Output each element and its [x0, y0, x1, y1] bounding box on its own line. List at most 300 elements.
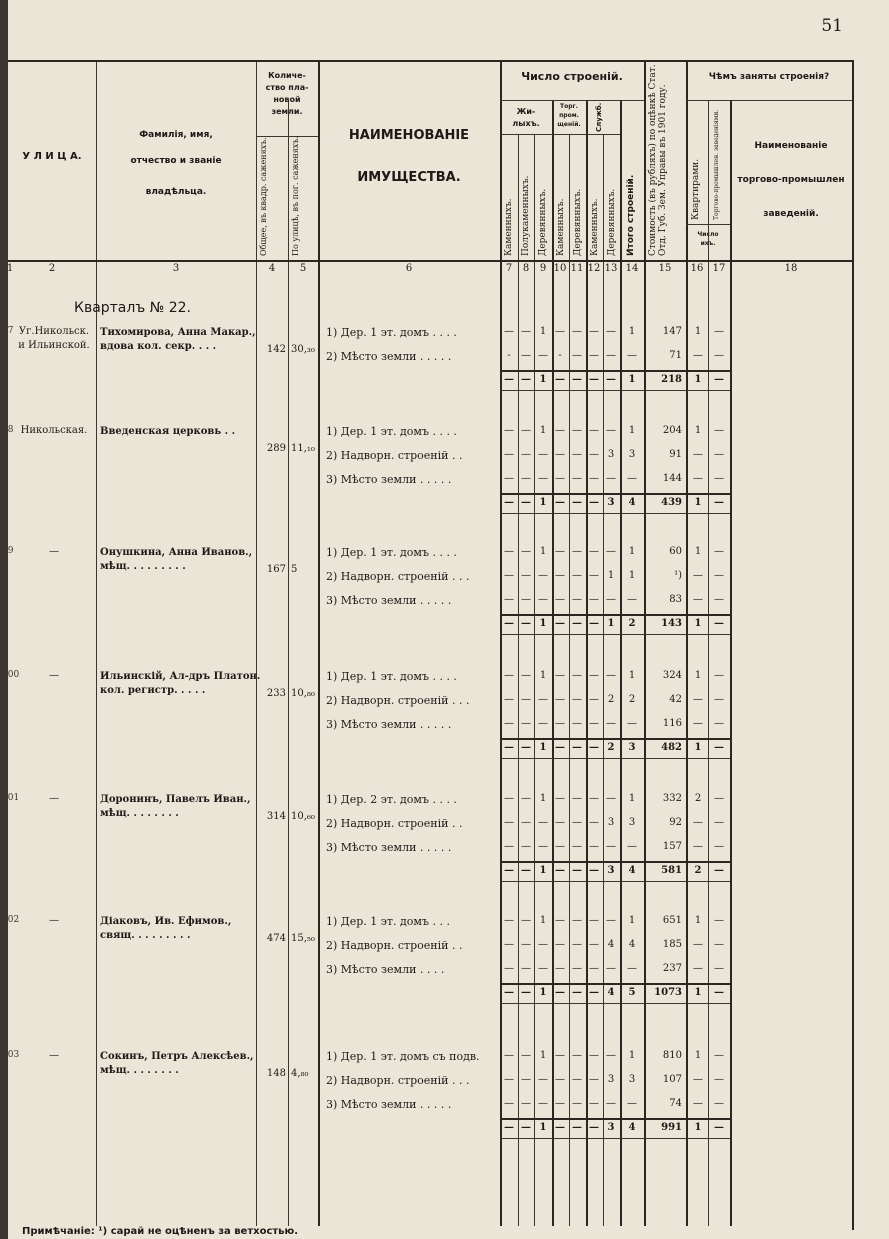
total-count: 1	[539, 1122, 547, 1133]
building-count: —	[504, 915, 514, 926]
building-count: 1	[628, 326, 636, 337]
header-land-street: По улицѣ, въ пог. саженяхъ.	[291, 136, 300, 256]
property-item: 1) Дер. 1 эт. домъ съ подв.	[326, 1050, 480, 1063]
building-count: 1	[607, 570, 615, 581]
street-name: —	[49, 1050, 59, 1061]
building-count: —	[538, 1098, 548, 1109]
total-trade: —	[714, 618, 724, 629]
total-count: —	[555, 618, 565, 629]
column-number: 17	[712, 263, 726, 274]
building-count: 1	[628, 793, 636, 804]
building-count: —	[504, 793, 514, 804]
owner-name: кол. регистр. . . . .	[100, 685, 206, 696]
cost-value: 116	[662, 718, 682, 729]
total-count: —	[572, 742, 582, 753]
building-count: —	[538, 939, 548, 950]
entry-index: 97	[2, 326, 14, 336]
total-count: 4	[628, 865, 636, 876]
building-count: 1	[539, 425, 547, 436]
building-count: —	[504, 425, 514, 436]
building-count: —	[555, 326, 565, 337]
apartments-count: 2	[694, 793, 702, 804]
header-occupied: Чѣмъ заняты строенія?	[708, 72, 830, 82]
building-count: —	[521, 1074, 531, 1085]
column-number: 7	[505, 263, 513, 274]
property-item: 3) Мѣсто земли . . . . .	[326, 594, 452, 607]
street-name: Никольская.	[20, 425, 88, 436]
cost-value: 157	[662, 841, 682, 852]
apartments-count: —	[693, 570, 703, 581]
building-count: -	[558, 350, 562, 361]
header-stone-1: Каменныхъ.	[504, 198, 514, 256]
building-count: —	[538, 694, 548, 705]
property-item: 2) Надворн. строеній . . .	[326, 1074, 470, 1087]
total-line	[500, 493, 730, 495]
total-trade: —	[714, 865, 724, 876]
building-count: —	[589, 1098, 599, 1109]
total-cost: 1073	[654, 987, 682, 998]
total-count: —	[521, 374, 531, 385]
building-count: —	[504, 718, 514, 729]
building-count: —	[589, 694, 599, 705]
building-count: —	[589, 350, 599, 361]
building-count: —	[555, 841, 565, 852]
total-count: 1	[539, 374, 547, 385]
col-line	[603, 134, 604, 1226]
building-count: 1	[539, 915, 547, 926]
land-street: 5	[291, 564, 298, 575]
column-number: 4	[268, 263, 276, 274]
header-land-qty-4: земли.	[271, 107, 303, 116]
land-street: 11,₁₀	[291, 443, 315, 454]
owner-name: Доронинъ, Павелъ Иван.,	[100, 794, 251, 805]
total-count: —	[555, 374, 565, 385]
total-count: 1	[539, 987, 547, 998]
owner-name: свящ. . . . . . . . .	[100, 930, 191, 941]
building-count: —	[555, 718, 565, 729]
building-count: 1	[628, 915, 636, 926]
apartments-count: —	[693, 473, 703, 484]
header-street: У Л И Ц А.	[22, 151, 82, 162]
total-underline	[500, 513, 730, 514]
owner-name: Сокинъ, Петръ Алексѣев.,	[100, 1051, 254, 1062]
building-count: 1	[539, 326, 547, 337]
total-count: 1	[539, 497, 547, 508]
building-count: —	[555, 915, 565, 926]
total-underline	[500, 881, 730, 882]
total-count: —	[572, 1122, 582, 1133]
cost-value: 324	[662, 670, 682, 681]
building-count: —	[572, 963, 582, 974]
building-count: 1	[539, 670, 547, 681]
header-land-total: Общее, въ квадр. саженяхъ.	[259, 137, 268, 256]
total-apartments: 1	[694, 618, 702, 629]
entry-index: 99	[2, 546, 14, 556]
building-count: —	[589, 915, 599, 926]
building-count: —	[555, 546, 565, 557]
building-count: —	[521, 350, 531, 361]
building-count: —	[521, 1050, 531, 1061]
building-count: —	[589, 570, 599, 581]
total-count: —	[606, 374, 616, 385]
col-line	[318, 62, 320, 1226]
building-count: —	[589, 939, 599, 950]
total-line	[500, 983, 730, 985]
cost-value: 92	[669, 817, 682, 828]
building-count: —	[606, 594, 616, 605]
col-line	[534, 134, 535, 1226]
building-count: —	[555, 570, 565, 581]
building-count: 4	[607, 939, 615, 950]
building-count: —	[504, 326, 514, 337]
building-count: —	[606, 963, 616, 974]
column-number: 11	[570, 263, 584, 274]
trade-count: —	[714, 1074, 724, 1085]
building-count: 3	[628, 817, 636, 828]
total-count: —	[504, 374, 514, 385]
total-count: —	[521, 497, 531, 508]
apartments-count: —	[693, 594, 703, 605]
trade-count: —	[714, 670, 724, 681]
building-count: —	[589, 963, 599, 974]
building-count: —	[521, 694, 531, 705]
total-underline	[500, 758, 730, 759]
street-name: —	[49, 670, 59, 681]
trade-count: —	[714, 473, 724, 484]
total-underline	[500, 390, 730, 391]
building-count: —	[555, 1050, 565, 1061]
property-item: 1) Дер. 2 эт. домъ . . . .	[326, 793, 457, 806]
col-line	[256, 62, 257, 1226]
header-service: Служб.	[595, 102, 603, 132]
column-number: 9	[539, 263, 547, 274]
total-count: —	[589, 1122, 599, 1133]
total-count: —	[504, 987, 514, 998]
total-count: 1	[539, 865, 547, 876]
building-count: —	[606, 915, 616, 926]
total-count: —	[555, 1122, 565, 1133]
building-count: —	[572, 425, 582, 436]
cost-value: 71	[669, 350, 682, 361]
building-count: —	[538, 449, 548, 460]
building-count: 1	[628, 546, 636, 557]
building-count: —	[589, 1050, 599, 1061]
building-count: —	[555, 963, 565, 974]
total-count: 2	[628, 618, 636, 629]
building-count: —	[589, 718, 599, 729]
building-count: 1	[628, 570, 636, 581]
building-count: —	[572, 1098, 582, 1109]
street-name: —	[49, 915, 59, 926]
trade-count: —	[714, 841, 724, 852]
total-cost: 439	[661, 497, 682, 508]
property-item: 2) Мѣсто земли . . . . .	[326, 350, 452, 363]
building-count: —	[572, 1074, 582, 1085]
page-number: 51	[821, 16, 843, 36]
cost-value: 651	[662, 915, 682, 926]
header-owner-3: владѣльца.	[145, 187, 207, 197]
total-underline	[500, 1003, 730, 1004]
building-count: —	[538, 473, 548, 484]
column-number: 6	[405, 263, 413, 274]
building-count: —	[589, 449, 599, 460]
total-count: —	[572, 374, 582, 385]
property-item: 2) Надворн. строеній . .	[326, 817, 463, 830]
building-count: —	[572, 793, 582, 804]
building-count: —	[572, 594, 582, 605]
header-property-1: НАИМЕНОВАНІЕ	[348, 128, 470, 143]
total-count: —	[589, 865, 599, 876]
apartments-count: —	[693, 963, 703, 974]
building-count: —	[572, 473, 582, 484]
building-count: —	[538, 570, 548, 581]
street-name: и Ильинской.	[18, 340, 90, 351]
apartments-count: 1	[694, 326, 702, 337]
building-count: —	[538, 718, 548, 729]
property-item: 3) Мѣсто земли . . . . .	[326, 841, 452, 854]
column-number: 2	[48, 263, 56, 274]
total-count: —	[555, 742, 565, 753]
trade-count: —	[714, 350, 724, 361]
total-trade: —	[714, 374, 724, 385]
owner-name: Ильинскій, Ал-дръ Платон.	[100, 671, 261, 682]
building-count: —	[606, 326, 616, 337]
property-item: 1) Дер. 1 эт. домъ . . . .	[326, 546, 457, 559]
land-total: 142	[266, 344, 286, 355]
trade-count: —	[714, 546, 724, 557]
column-number: 3	[172, 263, 180, 274]
building-count: —	[504, 570, 514, 581]
owner-name: Введенская церковь . .	[100, 426, 236, 437]
land-total: 289	[266, 443, 286, 454]
building-count: —	[504, 817, 514, 828]
block-title: Кварталъ № 22.	[74, 300, 191, 316]
building-count: -	[507, 350, 511, 361]
header-trade-name-1: Наименованіе	[754, 141, 828, 151]
building-count: —	[606, 841, 616, 852]
total-count: —	[572, 865, 582, 876]
trade-count: —	[714, 963, 724, 974]
building-count: 3	[607, 817, 615, 828]
building-count: —	[521, 473, 531, 484]
building-count: —	[521, 915, 531, 926]
trade-count: —	[714, 915, 724, 926]
trade-count: —	[714, 817, 724, 828]
building-count: —	[521, 1098, 531, 1109]
total-count: 3	[607, 497, 615, 508]
building-count: —	[555, 694, 565, 705]
building-count: —	[504, 546, 514, 557]
building-count: —	[504, 1098, 514, 1109]
header-trade-3: щеній.	[557, 121, 581, 128]
header-bottom-line	[8, 260, 852, 262]
building-count: —	[521, 570, 531, 581]
cost-value: 147	[662, 326, 682, 337]
building-count: —	[572, 449, 582, 460]
building-count: —	[572, 817, 582, 828]
building-count: —	[606, 670, 616, 681]
building-count: —	[538, 350, 548, 361]
column-number: 15	[658, 263, 672, 274]
total-line	[500, 861, 730, 863]
apartments-count: —	[693, 449, 703, 460]
property-item: 1) Дер. 1 эт. домъ . . .	[326, 915, 450, 928]
total-count: —	[504, 742, 514, 753]
building-count: —	[555, 473, 565, 484]
property-item: 1) Дер. 1 эт. домъ . . . .	[326, 425, 457, 438]
total-trade: —	[714, 742, 724, 753]
building-count: —	[627, 473, 637, 484]
street-name: —	[49, 546, 59, 557]
land-street: 10,₆₀	[291, 811, 315, 822]
building-count: —	[606, 793, 616, 804]
building-count: —	[589, 841, 599, 852]
building-count: —	[504, 694, 514, 705]
total-count: —	[504, 618, 514, 629]
total-cost: 482	[661, 742, 682, 753]
building-count: —	[521, 841, 531, 852]
cost-value: 42	[669, 694, 682, 705]
total-count: 1	[607, 618, 615, 629]
total-count: —	[589, 497, 599, 508]
land-street: 15,₅₀	[291, 933, 315, 944]
total-count: 1	[539, 618, 547, 629]
street-name: Уг.Никольск.	[18, 326, 90, 337]
building-count: 1	[539, 793, 547, 804]
building-count: —	[521, 793, 531, 804]
header-wooden-3: Деревянныхъ.	[607, 188, 617, 256]
header-trade-name-2: торгово-промышлен	[737, 175, 845, 185]
header-cost: Стоимость (въ рубляхъ) по оцѣнкѣ Стат. Отд. Губ. Зем. Управы въ 1901 году.	[648, 64, 668, 256]
property-item: 3) Мѣсто земли . . . . .	[326, 1098, 452, 1111]
total-cost: 581	[661, 865, 682, 876]
column-number: 1	[6, 263, 14, 274]
property-item: 2) Надворн. строеній . . .	[326, 694, 470, 707]
building-count: —	[589, 326, 599, 337]
property-item: 1) Дер. 1 эт. домъ . . . .	[326, 326, 457, 339]
building-count: —	[627, 350, 637, 361]
header-count-1: Число	[697, 231, 719, 238]
header-trade-est: Торгово-промышлен. заведеніями.	[713, 109, 720, 220]
header-line	[500, 100, 644, 101]
building-count: —	[572, 718, 582, 729]
cost-value: 204	[662, 425, 682, 436]
building-count: —	[538, 963, 548, 974]
apartments-count: —	[693, 350, 703, 361]
total-count: —	[589, 618, 599, 629]
land-total: 233	[266, 688, 286, 699]
total-line	[500, 370, 730, 372]
header-land-qty-2: ство пла-	[265, 83, 309, 92]
building-count: —	[572, 1050, 582, 1061]
entry-index: 98	[2, 425, 14, 435]
total-line	[500, 738, 730, 740]
header-wooden-2: Деревянныхъ.	[573, 188, 583, 256]
building-count: —	[521, 449, 531, 460]
apartments-count: —	[693, 939, 703, 950]
building-count: —	[589, 546, 599, 557]
building-count: —	[606, 1050, 616, 1061]
building-count: —	[589, 670, 599, 681]
total-cost: 143	[661, 618, 682, 629]
total-line	[500, 614, 730, 616]
entry-index: 100	[2, 670, 20, 680]
building-count: —	[555, 670, 565, 681]
header-land-qty-1: Количе-	[268, 71, 306, 80]
building-count: —	[521, 939, 531, 950]
cost-value: 83	[669, 594, 682, 605]
total-apartments: 1	[694, 987, 702, 998]
building-count: —	[572, 694, 582, 705]
total-apartments: 1	[694, 742, 702, 753]
building-count: —	[504, 939, 514, 950]
header-trade-2: пром.	[559, 112, 579, 119]
building-count: 2	[607, 694, 615, 705]
building-count: —	[589, 817, 599, 828]
building-count: 3	[628, 449, 636, 460]
property-item: 3) Мѣсто земли . . . .	[326, 963, 445, 976]
trade-count: —	[714, 594, 724, 605]
trade-count: —	[714, 939, 724, 950]
building-count: —	[572, 546, 582, 557]
building-count: —	[606, 718, 616, 729]
header-residential-2: лыхъ.	[512, 119, 540, 128]
total-line	[500, 1118, 730, 1120]
total-trade: —	[714, 1122, 724, 1133]
building-count: —	[521, 326, 531, 337]
cost-value: 332	[662, 793, 682, 804]
building-count: —	[555, 1074, 565, 1085]
building-count: —	[606, 473, 616, 484]
total-count: —	[555, 987, 565, 998]
header-wooden-1: Деревянныхъ.	[538, 188, 548, 256]
owner-name: Тихомирова, Анна Макар.,	[100, 327, 256, 338]
building-count: —	[606, 425, 616, 436]
owner-name: Діаковъ, Ив. Ефимов.,	[100, 916, 232, 927]
owner-name: мѣщ. . . . . . . .	[100, 808, 179, 819]
building-count: —	[589, 473, 599, 484]
trade-count: —	[714, 570, 724, 581]
total-count: —	[572, 618, 582, 629]
building-count: —	[589, 594, 599, 605]
building-count: —	[538, 594, 548, 605]
building-count: —	[627, 963, 637, 974]
building-count: —	[572, 326, 582, 337]
header-half-stone: Полукаменныхъ.	[521, 175, 531, 256]
apartments-count: —	[693, 817, 703, 828]
building-count: —	[521, 425, 531, 436]
header-buildings-count: Число строеній.	[521, 70, 623, 83]
total-count: 1	[628, 374, 636, 385]
building-count: —	[555, 817, 565, 828]
total-cost: 991	[661, 1122, 682, 1133]
building-count: —	[521, 546, 531, 557]
col-line	[518, 134, 519, 1226]
land-street: 30,₃₀	[291, 344, 315, 355]
building-count: —	[589, 425, 599, 436]
building-count: —	[538, 1074, 548, 1085]
building-count: 1	[628, 670, 636, 681]
total-count: 5	[628, 987, 636, 998]
land-total: 167	[266, 564, 286, 575]
building-count: —	[572, 939, 582, 950]
street-name: —	[49, 793, 59, 804]
land-total: 474	[266, 933, 286, 944]
col-line	[500, 62, 502, 1226]
total-cost: 218	[661, 374, 682, 385]
cost-value: 237	[662, 963, 682, 974]
cost-value: 107	[662, 1074, 682, 1085]
